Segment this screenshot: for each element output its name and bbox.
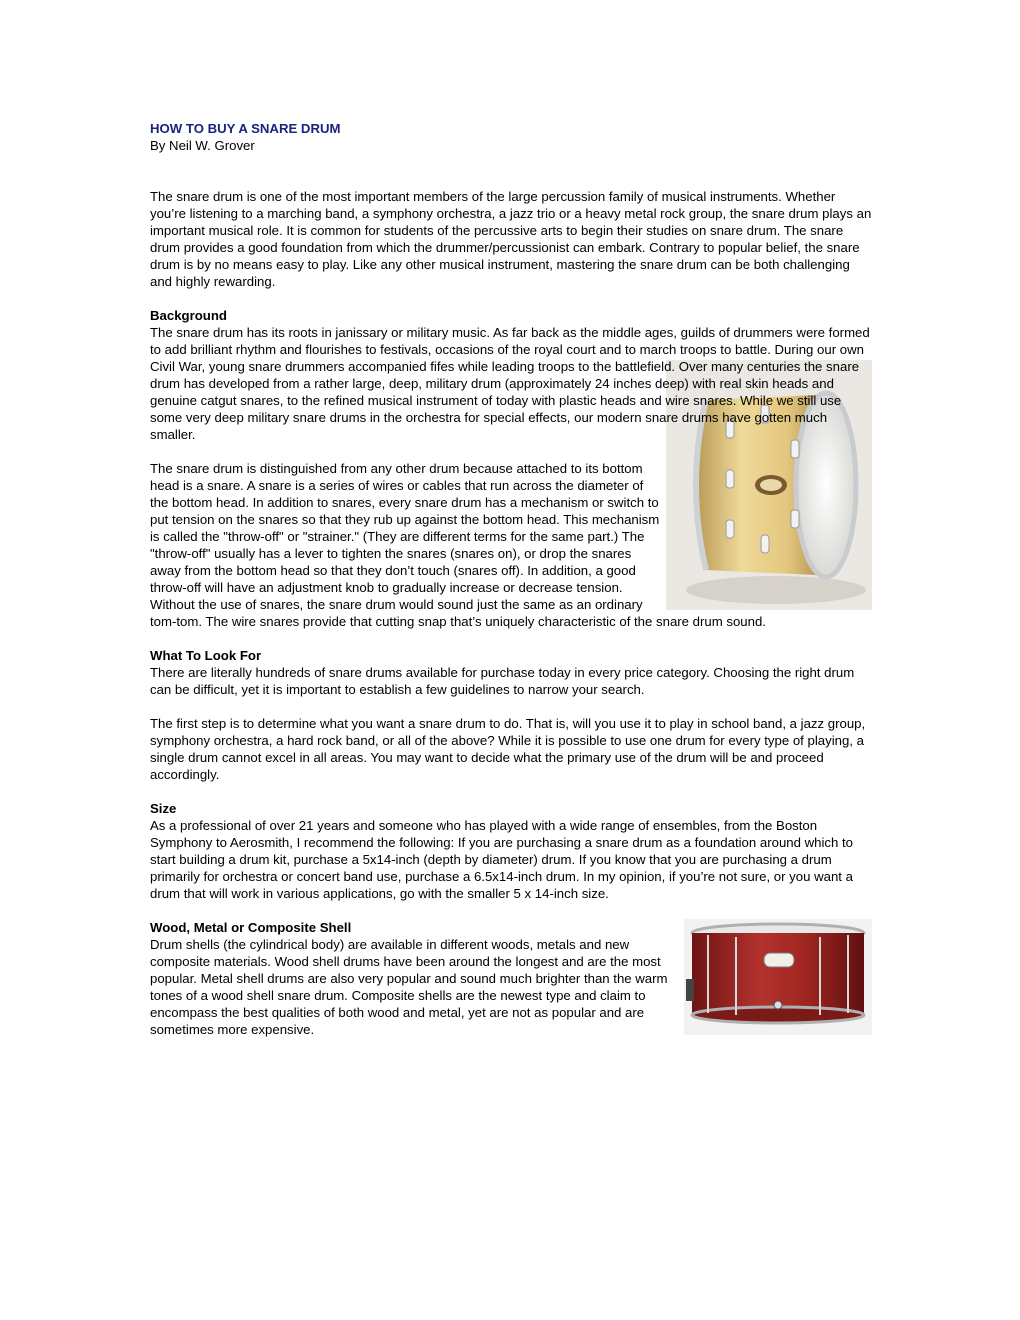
background-heading: Background <box>150 308 227 323</box>
article <box>150 120 872 1055</box>
what-to-look-for-heading: What To Look For <box>150 648 262 663</box>
intro-paragraph: The snare drum is one of the most important members of the large percussion family of musical instruments. Whether you’re listening to a marching band, a symphony orchestra, a jazz trio or a heavy metal rock group, the snare drum plays an important musical role. It is common for students of the percussive arts to begin their studies on snare drum. The snare drum provides a good foundation from which the drummer/percussionist can embark. Contrary to popular belief, the snare drum is by no means easy to play. Like any other musical instrument, mastering the snare drum can be both challenging and highly rewarding. <box>150 189 872 289</box>
size-section <box>150 800 872 902</box>
size-paragraph-1: As a professional of over 21 years and someone who has played with a wide range of ensembles, from the Boston Symphony to Aerosmith, I recommend the following: If you are purchasing a snare drum as a foundation around which to start building a drum kit, purchase a 5x14-inch (depth by diameter) drum. If you know that you are purchasing a drum primarily for orchestra or concert band use, purchase a 6.5x14-inch drum. In my opinion, if you’re not sure, or you want a drum that will work in various applications, go with the smaller 5 x 14-inch size. <box>150 818 853 901</box>
what-to-look-for-paragraph-1: There are literally hundreds of snare drums available for purchase today in every price category. Choosing the right drum can be difficult, yet it is important to establish a few guidelines to narrow your search. <box>150 665 855 697</box>
what-to-look-for-section <box>150 647 872 698</box>
background-paragraph-1: The snare drum has its roots in janissary or military music. As far back as the middle ages, guilds of drummers were formed to add brilliant rhythm and flourishes to festivals, occasions of the royal court and to march troops to battle. During our own Civil War, young snare drummers accompanied fifes while leading troops to the battlefield. Over many centuries the snare drum has developed from a rather large, deep, military drum (approximately 24 inches deep) with real skin heads and genuine catgut snares, to the refined musical instrument of today with plastic heads and wire snares. While we still use some very deep military snare drums in the orchestra for special effects, our modern snare drums have gotten much smaller. <box>150 325 870 442</box>
background-paragraph-2: The snare drum is distinguished from any other drum because attached to its bottom head is a snare. A snare is a series of wires or cables that run across the diameter of the bottom head. In addition to snares, every snare drum has a mechanism or switch to put tension on the snares so that they rub up against the bottom head. This mechanism is called the "throw-off" or "strainer." (They are different terms for the same part.) The "throw-off" usually has a lever to tighten the snares (snares on), or drop the snares away from the bottom head so that they don’t touch (snares off). In addition, a good throw-off will have an adjustment knob to gradually increase or decrease tension. Without the use of snares, the snare drum would sound just the same as an ordinary tom-tom. The wire snares provide that cutting snap that’s uniquely characteristic of the snare drum sound. <box>150 461 766 629</box>
background-section <box>150 307 872 443</box>
snare-drum-red-image <box>684 919 872 1035</box>
article-title: HOW TO BUY A SNARE DRUM <box>150 121 341 136</box>
shell-paragraph-1: Drum shells (the cylindrical body) are available in different woods, metals and new composite materials. Wood shell drums have been around the longest and are the most popular. Metal shell drums are also very popular and sound much brighter than the warm tones of a wood shell snare drum. Composite shells are the newest type and claim to encompass the best qualities of both wood and metal, yet are not as popular and are sometimes more expensive. <box>150 937 668 1037</box>
shell-heading: Wood, Metal or Composite Shell <box>150 920 352 935</box>
what-to-look-for-paragraph-2: The first step is to determine what you want a snare drum to do. That is, will you use it to play in school band, a jazz group, symphony orchestra, a hard rock band, or all of the above? While it is possible to use one drum for every type of playing, a single drum cannot excel in all areas. You may want to decide what the primary use of the drum will be and proceed accordingly. <box>150 716 866 782</box>
size-heading: Size <box>150 801 177 816</box>
article-author: By Neil W. Grover <box>150 138 255 153</box>
